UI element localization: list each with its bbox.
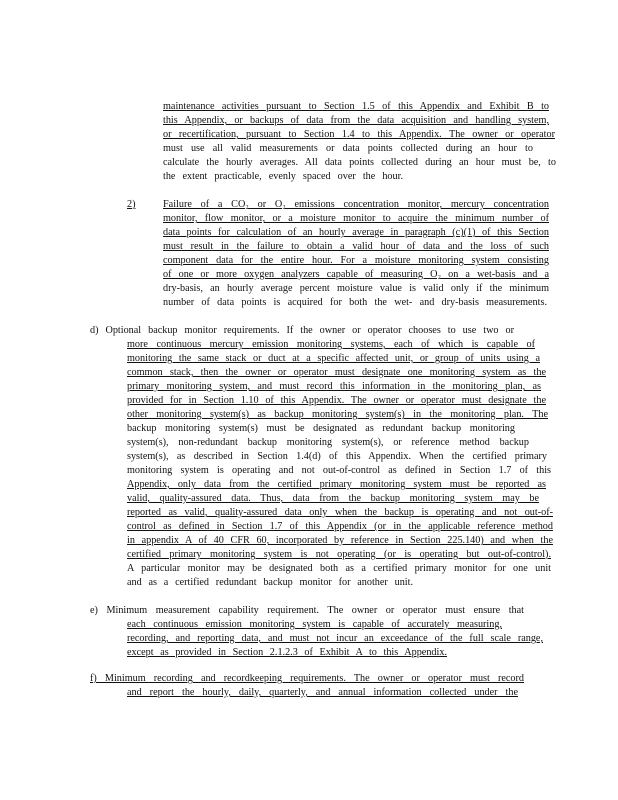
text-line: and as a certified redundant backup monitor for another unit. <box>127 577 413 588</box>
text-line: backup monitoring system(s) must be designated as redundant backup monitoring <box>127 423 515 434</box>
text-line: system(s), non-redundant backup monitoring system(s), or reference method backup <box>127 437 529 448</box>
text-line: control as defined in Section 1.7 of this Appendix (or in the applicable reference method <box>127 521 553 532</box>
section-heading-line: e) Minimum measurement capability requirement. The owner or operator must ensure that <box>90 605 524 616</box>
text-line: this Appendix, or backups of data from the data acquisition and handling system, <box>163 115 549 126</box>
text-line: calculate the hourly averages. All data points collected during an hour must be, to <box>163 157 556 168</box>
text-line: provided for in Section 1.10 of this Appendix. The owner or operator must designate the <box>127 395 546 406</box>
text-line: monitor, flow monitor, or a moisture monitor to acquire the minimum number of <box>163 213 549 224</box>
section-heading-line: d) Optional backup monitor requirements. If the owner or operator chooses to use two or <box>90 325 514 336</box>
text-line: Appendix, only data from the certified primary monitoring system must be reported as <box>127 479 546 490</box>
text-line: monitoring system is operating and not out-of-control as defined in Section 1.7 of this <box>127 465 551 476</box>
text-line: must use all valid measurements or data points collected during an hour to <box>163 143 533 154</box>
text-line: or recertification, pursuant to Section 1.4 to this Appendix. The owner or operator <box>163 129 555 140</box>
text-line: A particular monitor may be designated both as a certified primary monitor for one unit <box>127 563 551 574</box>
text-line: Failure of a CO₂ or O₂ emissions concentration monitor, mercury concentration <box>163 199 549 210</box>
text-line: the extent practicable, evenly spaced over the hour. <box>163 171 403 182</box>
section-heading-line: f) Minimum recording and recordkeeping requirements. The owner or operator must record <box>90 673 524 684</box>
text-line: except as provided in Section 2.1.2.3 of Exhibit A to this Appendix. <box>127 647 447 658</box>
text-line: other monitoring system(s) as backup monitoring system(s) in the monitoring plan. The <box>127 409 548 420</box>
text-line: primary monitoring system, and must record this information in the monitoring plan, as <box>127 381 541 392</box>
text-line: monitoring the same stack or duct at a specific affected unit, or group of units using a <box>127 353 540 364</box>
text-line: reported as valid, quality-assured data only when the backup is operating and not out-of- <box>127 507 553 518</box>
text-line: system(s), as described in Section 1.4(d) of this Appendix. When the certified primary <box>127 451 547 462</box>
text-line: recording, and reporting data, and must not incur an exceedance of the full scale range, <box>127 633 543 644</box>
text-line: maintenance activities pursuant to Section 1.5 of this Appendix and Exhibit B to <box>163 101 549 112</box>
text-line: dry-basis, an hourly average percent moisture value is valid only if the minimum <box>163 283 549 294</box>
text-line: of one or more oxygen analyzers capable of measuring O₂ on a wet-basis and a <box>163 269 549 280</box>
text-line: and report the hourly, daily, quarterly, and annual information collected under the <box>127 687 518 698</box>
text-line: common stack, then the owner or operator must designate one monitoring system as the <box>127 367 546 378</box>
text-line: component data for the entire hour. For a moisture monitoring system consisting <box>163 255 549 266</box>
text-line: valid, quality-assured data. Thus, data from the backup monitoring system may be <box>127 493 539 504</box>
text-line: must result in the failure to obtain a valid hour of data and the loss of such <box>163 241 549 252</box>
text-line: more continuous mercury emission monitoring systems, each of which is capable of <box>127 339 535 350</box>
text-line: each continuous emission monitoring system is capable of accurately measuring, <box>127 619 502 630</box>
list-item-label: 2) <box>127 199 136 210</box>
text-line: in appendix A of 40 CFR 60, incorporated by reference in Section 225.140) and when the <box>127 535 553 546</box>
text-line: certified primary monitoring system is not operating (or is operating but out-of-control). <box>127 549 551 560</box>
text-line: data points for calculation of an hourly average in paragraph (c)(1) of this Section <box>163 227 549 238</box>
text-line: number of data points is acquired for both the wet- and dry-basis measurements. <box>163 297 547 308</box>
